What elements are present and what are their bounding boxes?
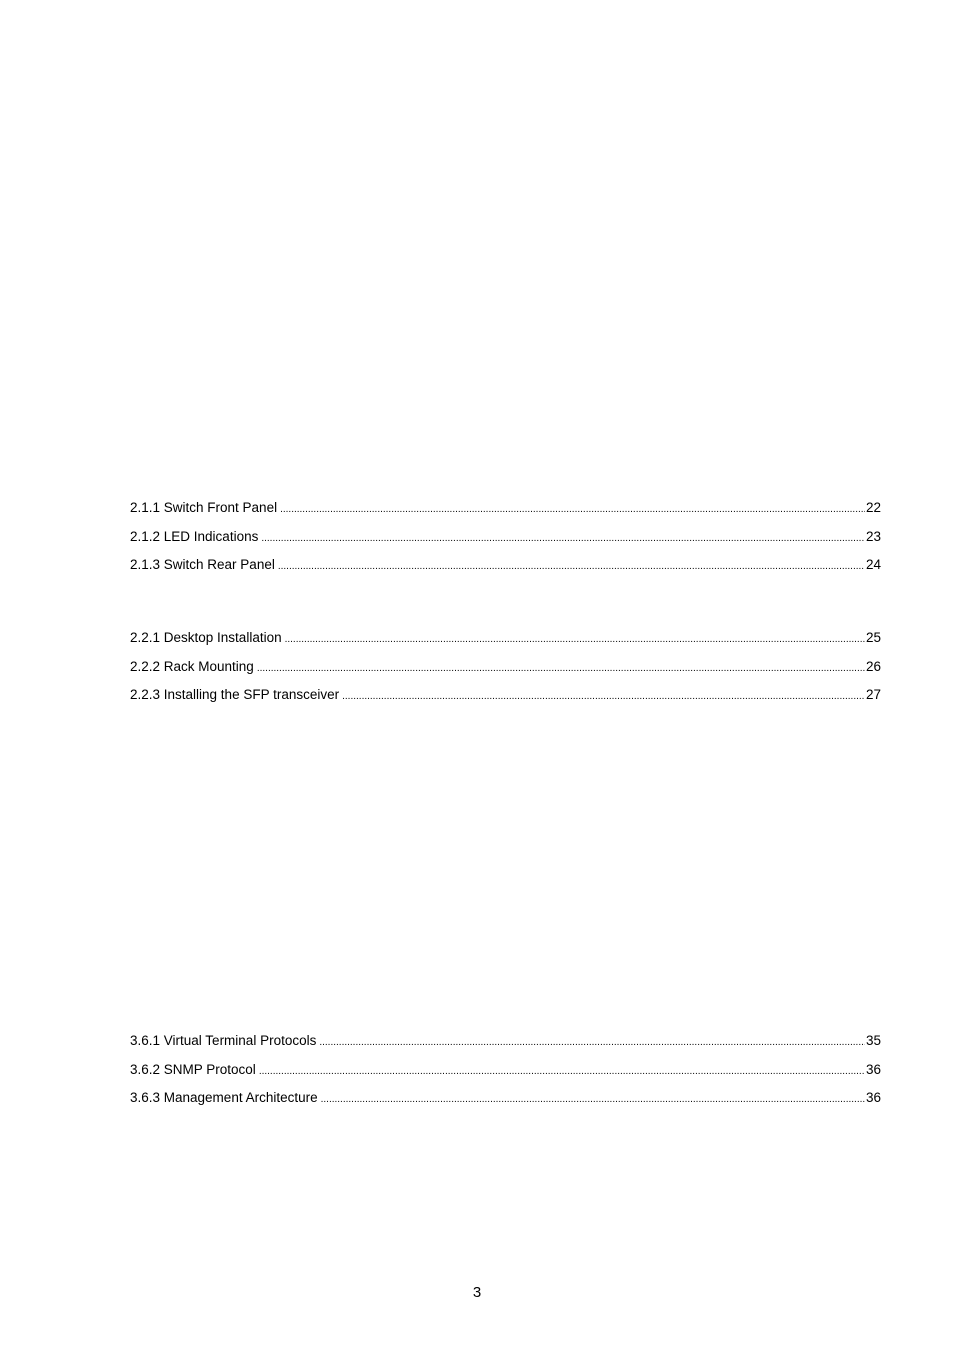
toc-leader-dots	[278, 559, 865, 575]
toc-entry[interactable]	[130, 630, 881, 659]
toc-entry-page: 35	[865, 1033, 881, 1048]
toc-leader-dots	[321, 1092, 865, 1108]
page-number: 3	[472, 1284, 482, 1301]
toc-entry[interactable]	[130, 659, 881, 688]
toc-entry-title: 3.6.3 Management Architecture	[130, 1090, 318, 1106]
toc-entry-page: 23	[865, 528, 881, 544]
toc-entry-page: 24	[865, 557, 881, 573]
toc-entry-page: 27	[865, 687, 881, 703]
toc-entry-title: 3.6.2 SNMP Protocol	[130, 1061, 256, 1077]
toc-entry-title: 2.2.3 Installing the SFP transceiver	[130, 687, 340, 703]
toc-entry[interactable]	[130, 687, 881, 716]
toc-entry[interactable]	[130, 1090, 881, 1119]
toc-group-2-2	[130, 630, 881, 716]
toc-entry-page: 25	[865, 630, 881, 645]
toc-entry-title: 2.2.1 Desktop Installation	[130, 630, 282, 645]
toc-entry-page: 36	[865, 1090, 881, 1106]
toc-leader-dots	[319, 1035, 865, 1051]
toc-entry-title: 2.1.1 Switch Front Panel	[130, 500, 278, 515]
toc-leader-dots	[285, 632, 865, 648]
toc-entry-page: 36	[865, 1061, 881, 1077]
toc-entry-title: 3.6.1 Virtual Terminal Protocols	[130, 1033, 317, 1048]
toc-entry[interactable]	[130, 1033, 881, 1062]
toc-entry-title: 2.1.2 LED Indications	[130, 528, 259, 544]
toc-entry-page: 26	[865, 658, 881, 674]
toc-leader-dots	[280, 502, 865, 518]
toc-leader-dots	[342, 689, 865, 705]
toc-entry-title: 2.1.3 Switch Rear Panel	[130, 557, 275, 573]
toc-leader-dots	[257, 661, 865, 677]
toc-entry-title: 2.2.2 Rack Mounting	[130, 658, 254, 674]
toc-entry-page: 22	[865, 500, 881, 515]
toc-leader-dots	[259, 1064, 865, 1080]
toc-entry[interactable]	[130, 529, 881, 558]
toc-entry[interactable]	[130, 1062, 881, 1091]
toc-entry[interactable]	[130, 500, 881, 529]
toc-group-2-1	[130, 500, 881, 586]
toc-leader-dots	[261, 531, 865, 547]
toc-entry[interactable]	[130, 557, 881, 586]
toc-group-3-6	[130, 1033, 881, 1119]
